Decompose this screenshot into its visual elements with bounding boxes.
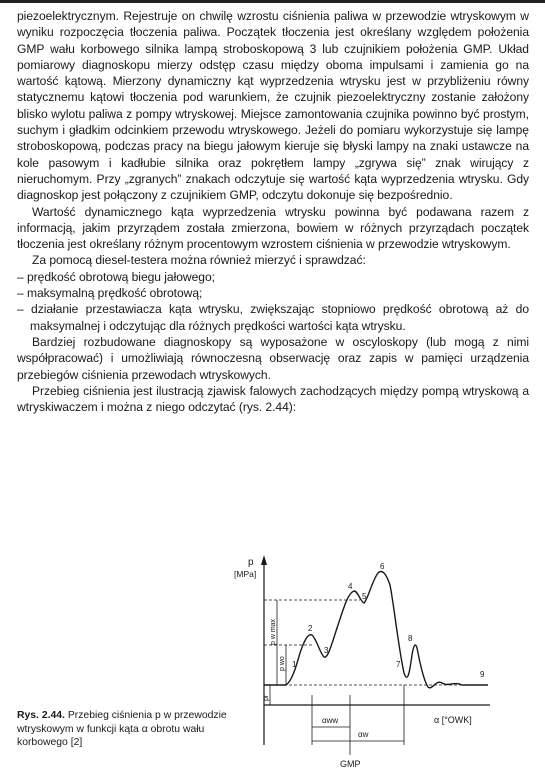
alpha-w-label: αw [358, 730, 369, 739]
point-label: 8 [408, 634, 413, 643]
pressure-diagram-svg [230, 545, 530, 781]
body-text [17, 8, 529, 415]
x-axis-label: α [°OWK] [434, 715, 472, 725]
point-label: 4 [348, 582, 353, 591]
point-label: 1 [292, 660, 297, 669]
point-label: 3 [324, 646, 329, 655]
pressure-diagram [230, 545, 530, 781]
pmax-label: p w max [270, 618, 277, 645]
top-rule [0, 0, 545, 3]
pwo-label: p wo [279, 656, 286, 671]
list-item: – maksymalną prędkość obrotową; [17, 286, 203, 301]
paragraph: Przebieg ciśnienia jest ilustracją zjawisk falowych zachodzących między pompą wtryskową a wtryskiwaczem i można z niego odczytać (rys. 2.44): [17, 383, 529, 415]
list-item: – prędkość obrotową biegu jałowego; [17, 269, 215, 284]
y-axis-arrow [261, 555, 267, 565]
figure-caption [17, 709, 227, 750]
gmp-label: GMP [340, 759, 361, 769]
paragraph: Wartość dynamicznego kąta wyprzedzenia wtrysku powinna być podawana razem z informacją, jakim przyrządem została zmierzona, bowiem w różnych przyrządach początek tłoczenia jest określany różnym procentowym wzrostem ciśnienia w przewodzie wtryskowym. [17, 204, 529, 252]
pressure-curve [264, 572, 488, 688]
point-label: 6 [380, 562, 385, 571]
list-item: – działanie przestawiacza kąta wtrysku, zwiększając stopniowo prędkość obrotową aż do maksymalnej i odczytując dla różnych prędkości wartości kąta wtrysku. [17, 302, 529, 333]
caption-text: Przebieg ciśnienia p w przewodzie wtryskowym w funkcji kąta α obrotu wału korbowego [2] [17, 710, 227, 748]
point-label: 7 [396, 660, 401, 669]
paragraph: Bardziej rozbudowane diagnoskopy są wyposażone w oscyloskopy (lub mogą z nimi współpracować) i umożliwiają równoczesną obserwację oraz zapis w pamięci urządzenia przebiegów ciśnienia przewodach wtryskowych. [17, 334, 529, 382]
point-label: 5 [362, 592, 367, 601]
point-label: 9 [480, 670, 485, 679]
paragraph: piezoelektrycznym. Rejestruje on chwilę wzrostu ciśnienia paliwa w przewodzie wtryskowym w wyniku rozpoczęcia tłoczenia paliwa. Początek tłoczenia jest określany względem położenia GMP wału korbowego silnika lampą stroboskopową 3 lub czujnikiem położenia GMP. Układ pomiarowy diagnoskopu mierzy odstęp czasu między oboma impulsami i zamienia go na wartość kątową. Mierzony dynamiczny kąt wyprzedzenia wtrysku jest w przybliżeniu równy statycznemu kątowi tłoczenia pod warunkiem, że czujnik piezoelektryczny zostanie założony blisko wylotu paliwa z pompy wtryskowej. Miejsce zamontowania czujnika powinno być prostym, suchym i gładkim odcinkiem przewodu wtryskowego. Jeżeli do pomiaru wykorzystuje się lampę stroboskopową, podczas pracy na biegu jałowym kieruje się błyski lampy na znaki ustawcze na kole pasowym i kadłubie silnika oraz pokrętłem lampy „zgrywa się” znak wirujący z nieruchomym. Przy „zgranych” znakach odczytuje się wartość kąta wyprzedzenia wtrysku. Gdy diagnoskop jest połączony z czujnikiem GMP, odczytu dokonuje się bezpośrednio. [17, 9, 529, 203]
caption-label: Rys. 2.44. [17, 710, 65, 721]
point-label: 2 [308, 624, 313, 633]
pr-label: pr [263, 694, 270, 701]
y-axis-label: p [248, 557, 254, 568]
alpha-ww-label: αww [322, 716, 339, 725]
paragraph: Za pomocą diesel-testera można również mierzyć i sprawdzać: [32, 253, 366, 268]
y-axis-unit: [MPa] [234, 569, 257, 579]
